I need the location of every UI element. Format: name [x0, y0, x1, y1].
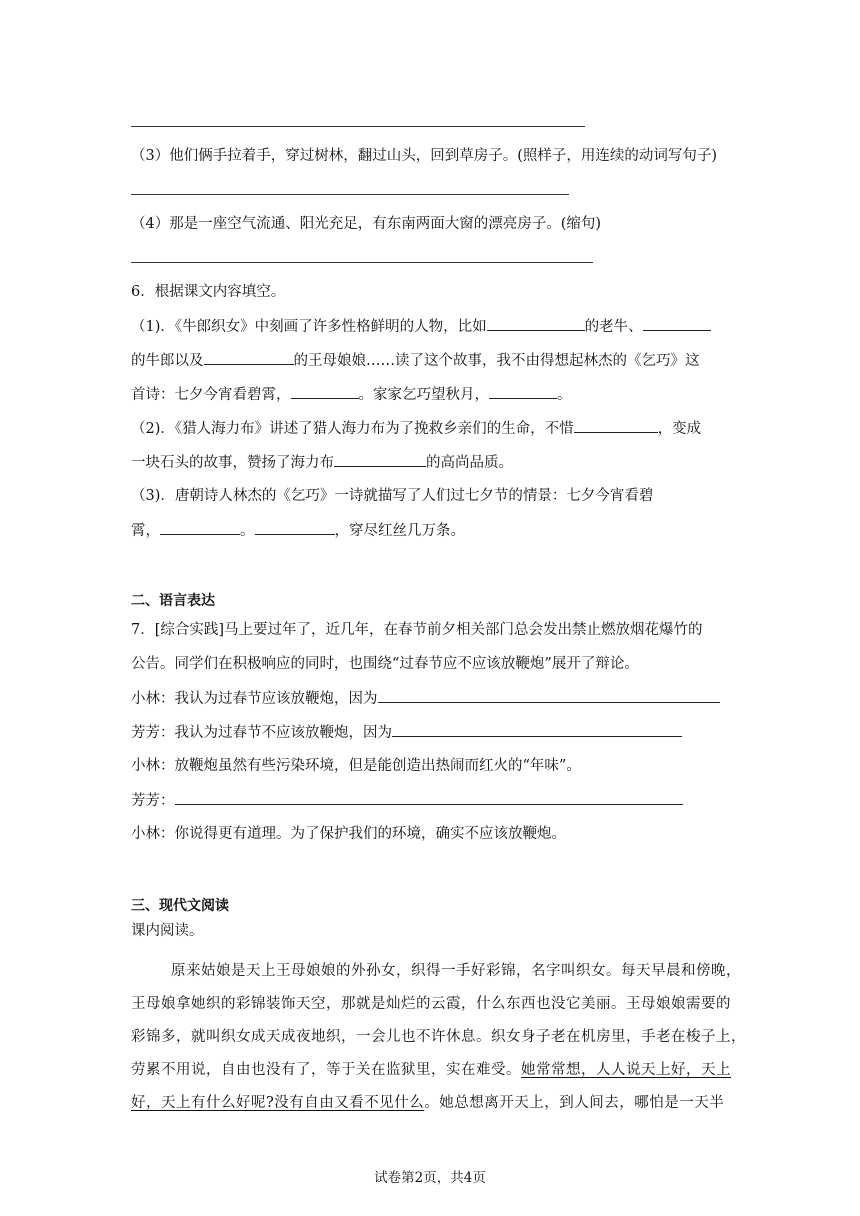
dialogue-line-5: 小林：你说得更有道理。为了保护我们的环境，确实不应该放鞭炮。 [131, 826, 566, 842]
fill-blank[interactable] [392, 722, 682, 737]
answer-line [131, 194, 569, 195]
q6-1-text-c: 的牛郎以及 [131, 353, 204, 369]
fill-blank[interactable] [160, 520, 240, 535]
reading-text: 劳累不用说，自由也没有了，等于关在监狱里，实在难受。 [131, 1062, 521, 1078]
answer-line [131, 262, 593, 263]
page-footer: 试卷第2页，共4页 [374, 1170, 486, 1186]
dialogue-text: 芳芳：我认为过春节不应该放鞭炮，因为 [131, 725, 392, 741]
question-6-3-line1: （3)．唐朝诗人林杰的《乞巧》一诗就描写了人们过七夕节的情景：七夕今宵看碧 [131, 488, 654, 504]
q6-1-text-g: 。 [557, 387, 572, 403]
fill-blank[interactable] [378, 688, 720, 703]
q6-3-text-d: ，穿尽红丝几万条。 [334, 523, 465, 539]
fill-blank[interactable] [255, 520, 335, 535]
fill-blank[interactable] [334, 452, 426, 467]
question-6-3-line2 [131, 520, 465, 541]
answer-line [131, 126, 585, 127]
dialogue-line-3: 小林：放鞭炮虽然有些污染环境，但是能创造出热闹而红火的“年味”。 [131, 758, 581, 774]
fill-blank[interactable] [204, 350, 294, 365]
question-6-1-line3 [131, 384, 572, 405]
q6-1-text-f: 。家家乞巧望秋月， [358, 387, 489, 403]
q6-1-text-e: 首诗：七夕今宵看碧霄， [131, 387, 291, 403]
reading-line-2: 王母娘拿她织的彩锦装饰天空，那就是灿烂的云霞，什么东西也没它美丽。王母娘娘需要的 [131, 996, 731, 1012]
q6-3-text-c: 。 [240, 523, 255, 539]
question-6-2-line2 [131, 452, 513, 473]
reading-line-1: 原来姑娘是天上王母娘娘的外孙女，织得一手好彩锦，名字叫织女。每天早晨和傍晚， [171, 963, 741, 979]
fill-blank[interactable] [643, 316, 711, 331]
reading-line-3: 彩锦多，就叫织女成天成夜地织，一会儿也不许休息。织女身子老在机房里，手老在梭子上， [131, 1029, 746, 1045]
reading-text: 。她总想离开天上，到人间去，哪怕是一天半 [424, 1095, 725, 1111]
q6-2-text-a: （2)．《猎人海力布》讲述了猎人海力布为了挽救乡亲们的生命，不惜 [131, 421, 574, 437]
q6-2-text-b: ，变成 [657, 421, 702, 437]
dialogue-line-4 [131, 790, 683, 811]
q6-1-text-b: 的老牛、 [584, 319, 643, 335]
q6-1-text-d: 的王母娘娘……读了这个故事，我不由得想起林杰的《乞巧》这 [293, 353, 700, 369]
question-6-1-line2 [131, 350, 700, 371]
dialogue-line-1 [131, 688, 720, 709]
question-6-title: 6．根据课文内容填空。 [131, 284, 286, 300]
reading-line-5 [131, 1093, 724, 1113]
fill-blank[interactable] [175, 790, 683, 805]
fill-blank[interactable] [487, 316, 585, 331]
fill-blank[interactable] [489, 384, 557, 399]
fill-blank[interactable] [574, 418, 658, 433]
dialogue-text: 芳芳： [131, 793, 175, 809]
reading-line-4 [131, 1060, 731, 1080]
underlined-sentence: 好，天上有什么好呢?没有自由又看不见什么 [131, 1095, 425, 1111]
question-5-4: （4）那是一座空气流通、阳光充足，有东南两面大窗的漂亮房子。(缩句) [131, 216, 602, 232]
q6-1-text-a: （1)．《牛郎织女》中刻画了许多性格鲜明的人物，比如 [131, 319, 487, 335]
question-7-line2: 公告。同学们在积极响应的同时，也围绕“过春节应不应该放鞭炮”展开了辩论。 [131, 656, 639, 672]
question-6-1-line1 [131, 316, 711, 337]
section-3-subtitle: 课内阅读。 [131, 923, 204, 939]
q6-2-text-c: 一块石头的故事，赞扬了海力布 [131, 455, 334, 471]
fill-blank[interactable] [291, 384, 359, 399]
dialogue-line-2 [131, 722, 682, 743]
q6-2-text-d: 的高尚品质。 [426, 455, 513, 471]
dialogue-text: 小林：我认为过春节应该放鞭炮，因为 [131, 691, 378, 707]
section-2-heading: 二、语言表达 [131, 593, 215, 609]
question-5-3: （3）他们俩手拉着手，穿过树林，翻过山头，回到草房子。(照样子，用连续的动词写句子) [131, 148, 718, 164]
underlined-sentence: 她常常想，人人说天上好，天上 [521, 1062, 731, 1078]
q6-3-text-b: 霄， [131, 523, 160, 539]
question-6-2-line1 [131, 418, 701, 439]
section-3-heading: 三、现代文阅读 [131, 898, 229, 914]
question-7-line1: 7．[综合实践]马上要过年了，近几年，在春节前夕相关部门总会发出禁止燃放烟花爆竹的 [131, 622, 703, 638]
